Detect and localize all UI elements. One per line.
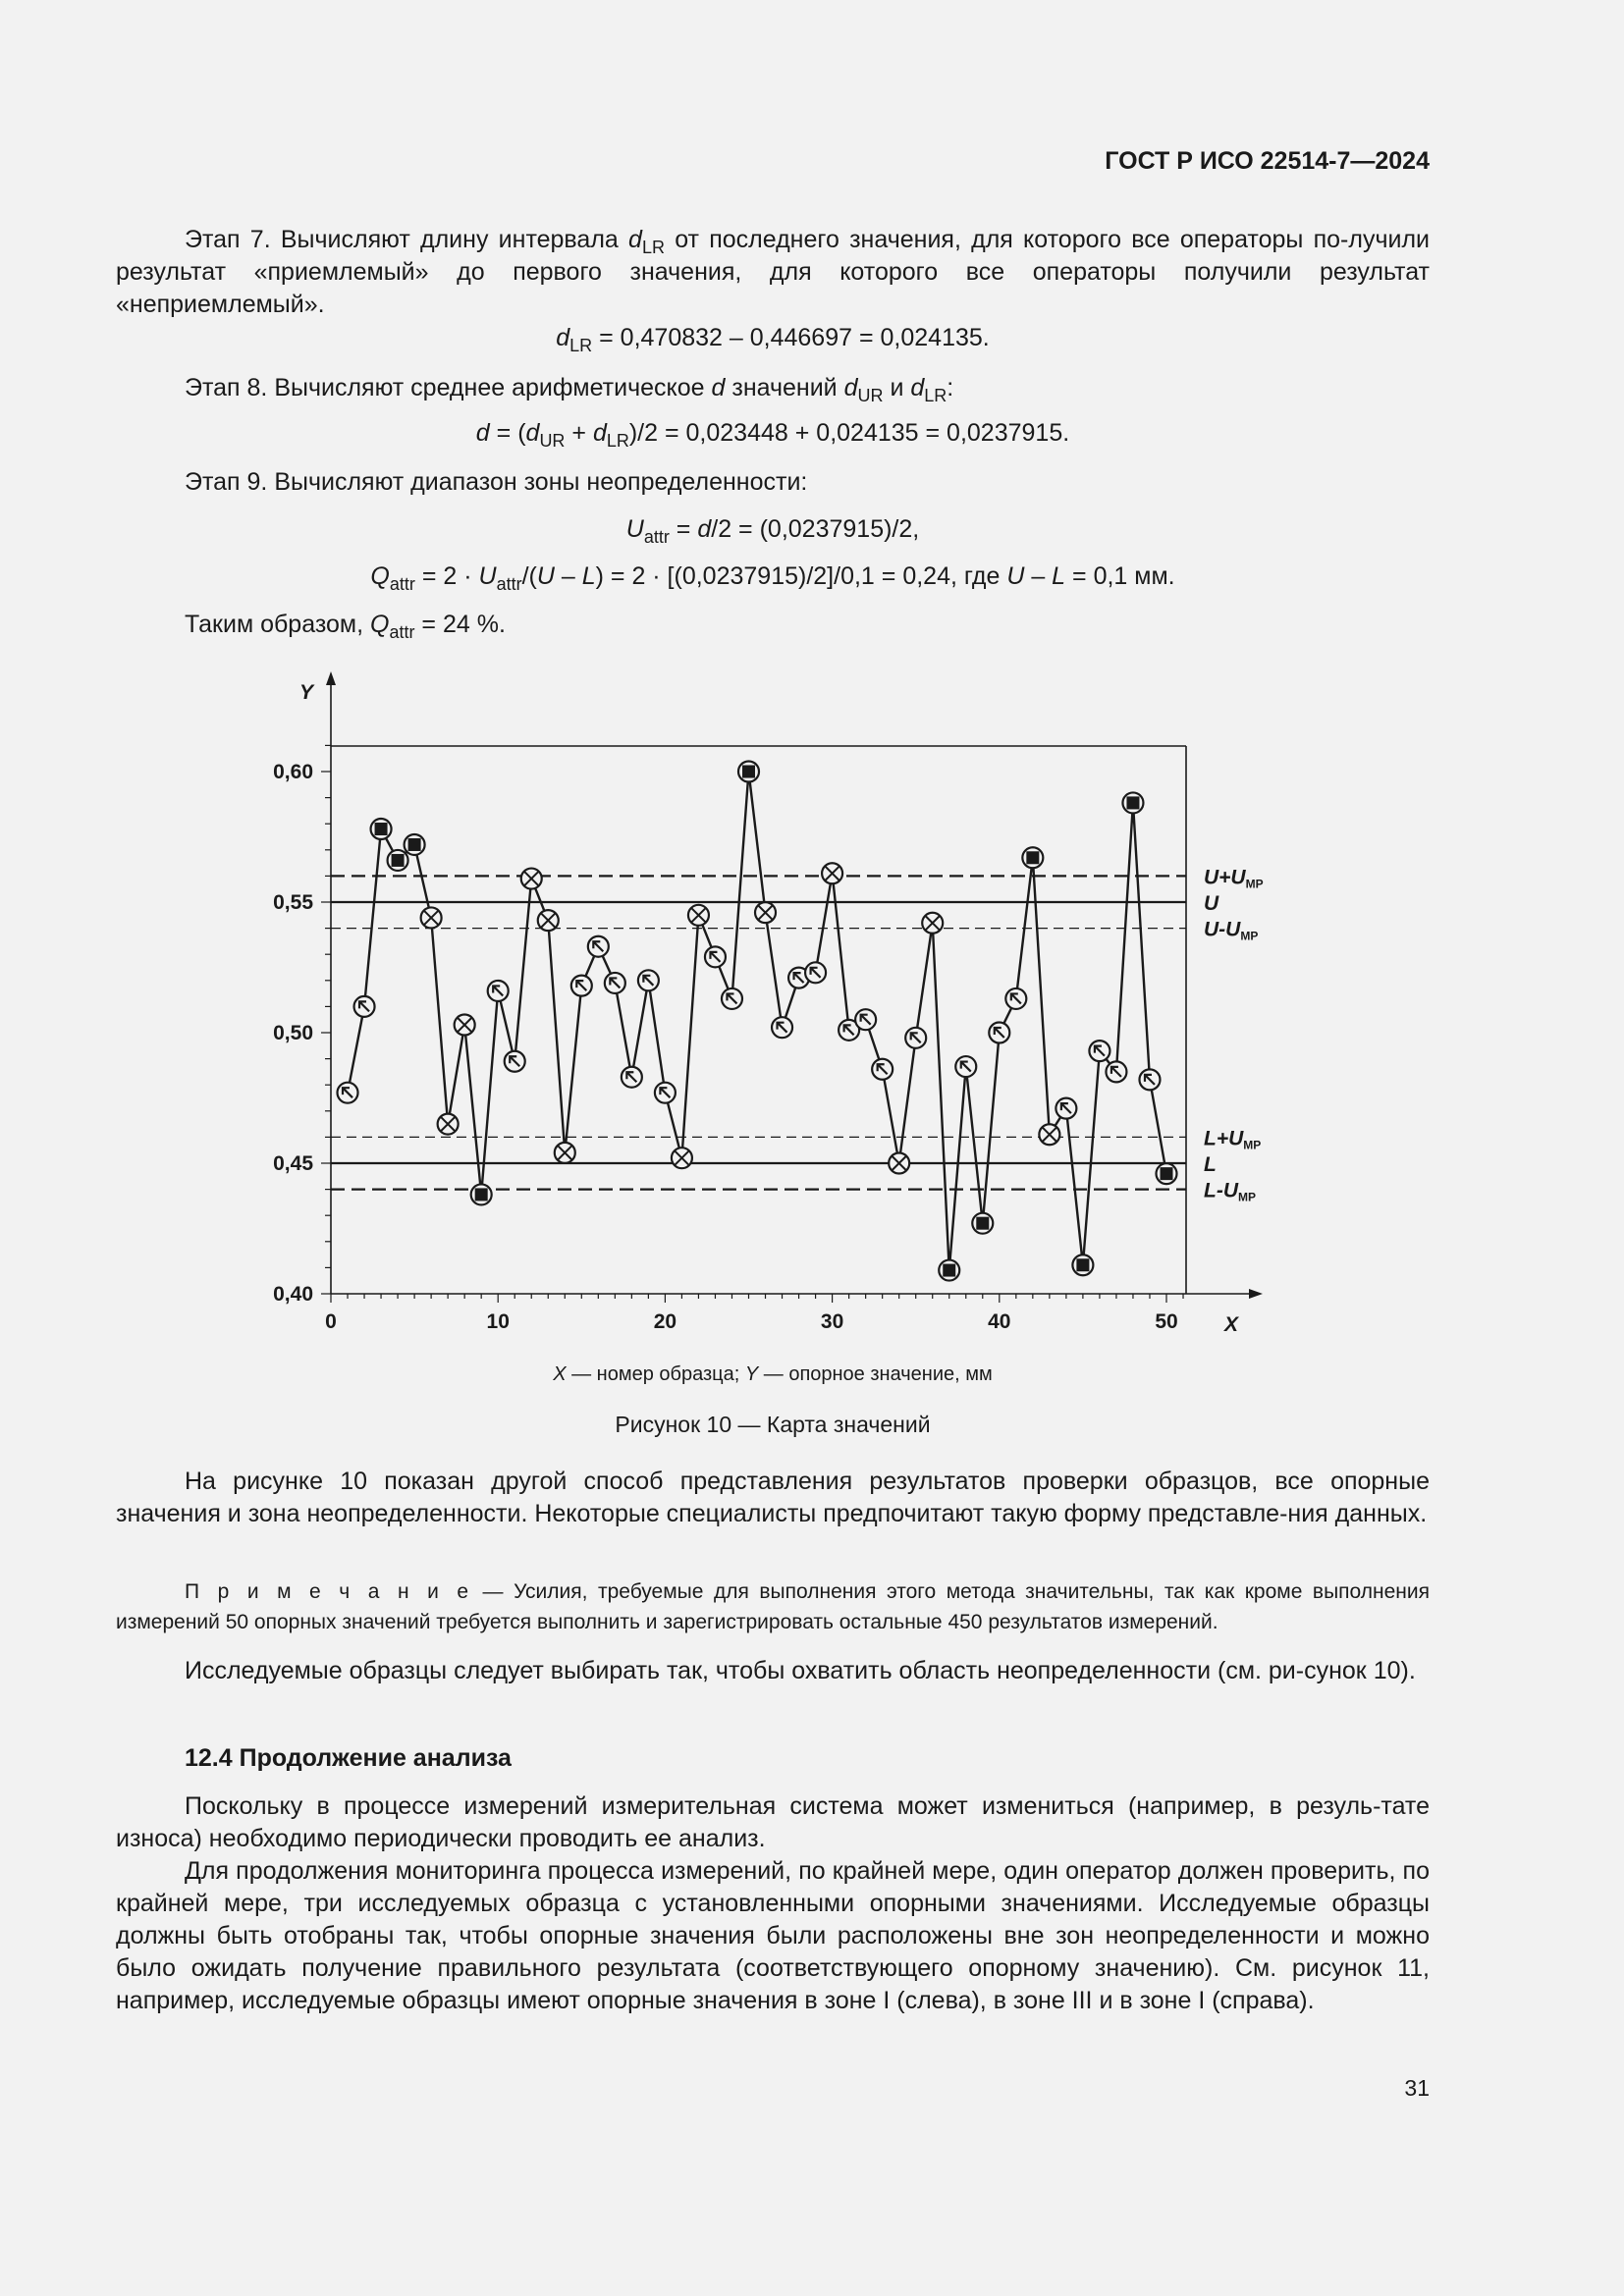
x-tick-label: 20 [653, 1310, 677, 1333]
data-point [1157, 1163, 1177, 1184]
section-heading: 12.4 Продолжение анализа [185, 1744, 512, 1772]
y-tick-label: 0,40 [273, 1283, 313, 1306]
note-text: — Усилия, требуемые для выполнения этого метода значительны, так как кроме выполнения измерений 50 опорных значений требуется выполнить и зарегистрировать остальные 450 результатов измерений. [116, 1580, 1430, 1633]
result-paragraph: Таким образом, $Q_{attr} = 24$ %. [185, 611, 506, 642]
page-number: 31 [1404, 2075, 1430, 2101]
data-point [622, 1067, 642, 1088]
data-point [705, 946, 726, 967]
data-point [505, 1051, 525, 1072]
reference-line-label: U+UMP [1204, 866, 1264, 891]
body-paragraph-3: Поскольку в процессе измерений измерительная система может измениться (например, в резуль-тате износа) необходимо периодически проводить ее анализ. [116, 1792, 1430, 1852]
data-point [955, 1056, 976, 1077]
figure-caption: Рисунок 10 — Карта значений [615, 1412, 931, 1437]
data-point [672, 1148, 692, 1168]
marker-reject-square [475, 1188, 488, 1201]
data-point [1106, 1061, 1126, 1082]
note [116, 1576, 1430, 1637]
data-point [772, 1017, 792, 1038]
data-point [421, 907, 442, 928]
data-point [338, 1083, 358, 1103]
reference-line-label: U [1204, 892, 1219, 915]
step8-paragraph: Этап 8. Вычисляют среднее арифметическое d значений $d_{UR}$ и $d_{LR}$: [185, 374, 954, 405]
data-point [521, 869, 542, 889]
reference-line-label: L [1204, 1153, 1217, 1176]
marker-reject-square [408, 838, 421, 851]
data-point [939, 1260, 959, 1281]
note-label: П р и м е ч а н и е [185, 1580, 473, 1603]
data-point [371, 819, 392, 839]
data-point [1005, 988, 1026, 1009]
y-tick-label: 0,50 [273, 1022, 313, 1044]
y-tick-label: 0,60 [273, 761, 313, 783]
data-point [755, 902, 776, 923]
data-point [555, 1143, 575, 1163]
y-tick-label: 0,55 [273, 891, 313, 914]
x-tick-label: 40 [988, 1310, 1011, 1333]
data-point [638, 970, 659, 990]
data-point [588, 936, 609, 957]
data-point [1039, 1124, 1059, 1145]
data-point [972, 1213, 993, 1234]
marker-reject-square [976, 1217, 989, 1230]
marker-reject-square [1026, 851, 1039, 864]
data-point [488, 981, 509, 1001]
data-point [822, 863, 842, 883]
data-point [1089, 1041, 1110, 1061]
x-tick-label: 30 [820, 1310, 844, 1333]
data-point [688, 905, 709, 926]
body-paragraph-2: Исследуемые образцы следует выбирать так, чтобы охватить область неопределенности (см. ри-сунок 10). [185, 1657, 1416, 1684]
data-point [872, 1059, 893, 1080]
x-tick-label: 0 [325, 1310, 337, 1333]
data-point [354, 996, 375, 1017]
data-point [438, 1114, 459, 1135]
data-point [405, 834, 425, 855]
step9-paragraph: Этап 9. Вычисляют диапазон зоны неопределенности: [185, 468, 808, 496]
data-point [922, 913, 943, 934]
data-point [1072, 1255, 1093, 1275]
reference-line-label: L-UMP [1204, 1179, 1256, 1204]
step9-formula-2: $Q_{attr} = 2 \cdot U_{attr}/(U - L) = 2 \cdot [(0,0237915)/2]/0,1 = 0,24$, где U – L = 0,1 мм. [370, 562, 1175, 594]
reference-line-label: U-UMP [1204, 918, 1259, 943]
step9-formula-1: $U_{attr} = d/2 = (0,0237915)/2$, [625, 515, 920, 547]
step7-formula: $d_{LR} = 0,470832 - 0,446697 = 0,024135$. [556, 324, 990, 355]
x-axis-title: X [1223, 1313, 1239, 1336]
data-point [655, 1083, 676, 1103]
step7-paragraph: Этап 7. Вычисляют длину интервала $d_{LR}$ от последнего значения, для которого все операторы по-лучили результат «приемлемый» до первого значения, для которого все операторы получили результат «неприемлемый». [116, 226, 1430, 318]
data-point [1122, 792, 1143, 813]
data-point [538, 910, 559, 931]
data-point [1056, 1098, 1076, 1119]
marker-reject-square [943, 1264, 955, 1277]
data-point [1139, 1069, 1160, 1090]
reference-line-label: L+UMP [1204, 1127, 1262, 1152]
data-point [471, 1184, 492, 1204]
data-point [455, 1015, 475, 1036]
marker-reject-square [1076, 1258, 1089, 1271]
step8-formula: $d = (d_{UR} + d_{LR})/2 = 0,023448 + 0,024135 = 0,0237915$. [475, 419, 1070, 451]
data-point [1022, 847, 1043, 868]
marker-reject-square [375, 823, 388, 835]
data-point [805, 962, 826, 983]
data-point [889, 1153, 909, 1174]
x-axis-arrow [1249, 1289, 1263, 1299]
data-point [388, 850, 408, 871]
marker-reject-square [392, 854, 405, 867]
body-paragraph-4: Для продолжения мониторинга процесса измерений, по крайней мере, один оператор должен проверить, по крайней мере, три исследуемых образца с установленными опорными значениями. Исследуемые образцы должны быть отобраны так, чтобы опорные значения были расположены вне зон неопределенности и можно было ожидать получение правильного результата (соответствующего опорному значению). См. рисунок 11, например, исследуемые образцы имеют опорные значения в зоне I (слева), в зоне III и в зоне I (справа). [116, 1857, 1430, 2014]
body-paragraph-1: На рисунке 10 показан другой способ представления результатов проверки образцов, все опорные значения и зона неопределенности. Некоторые специалисты предпочитают такую форму представле-ния данных. [116, 1468, 1430, 1527]
marker-reject-square [1126, 796, 1139, 809]
data-point [855, 1009, 876, 1030]
marker-reject-square [1161, 1167, 1173, 1180]
y-axis-arrow [326, 671, 336, 685]
y-axis-title: Y [298, 681, 314, 704]
figure-legend: X — номер образца; Y — опорное значение, мм [553, 1363, 993, 1385]
marker-reject-square [742, 766, 755, 778]
data-point [722, 988, 742, 1009]
data-point [605, 973, 625, 993]
data-point [738, 762, 759, 782]
x-tick-label: 50 [1155, 1310, 1178, 1333]
x-tick-label: 10 [486, 1310, 510, 1333]
y-tick-label: 0,45 [273, 1152, 313, 1175]
data-point [989, 1023, 1009, 1043]
document-header: ГОСТ Р ИСО 22514-7—2024 [1105, 147, 1430, 175]
data-point [571, 976, 592, 996]
data-point [905, 1028, 926, 1048]
